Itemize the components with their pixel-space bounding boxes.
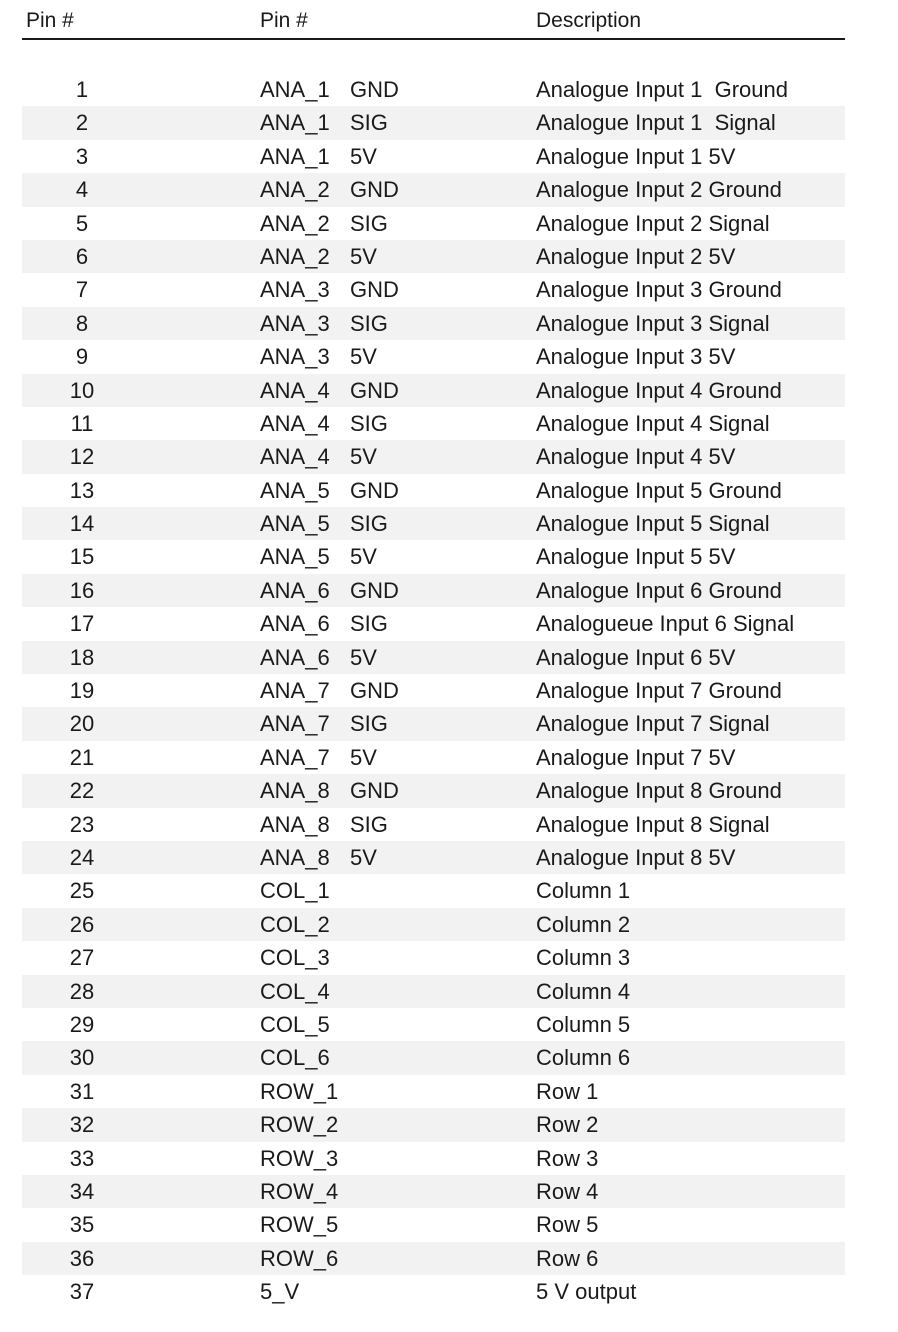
pin-signal-cell: SIG — [350, 711, 388, 737]
pin-name-cell: ANA_2 — [260, 177, 330, 203]
table-row — [22, 340, 845, 373]
description-cell: Analogue Input 3 Signal — [536, 310, 770, 336]
table-row — [22, 106, 845, 139]
table-row — [22, 440, 845, 473]
table-row — [22, 507, 845, 540]
description-cell: Row 2 — [536, 1112, 599, 1138]
pin-name-cell: ANA_1 — [260, 77, 330, 102]
header-spacer — [22, 40, 845, 73]
pin-number-cell: 25 — [69, 878, 95, 904]
pin-name-cell: ROW_3 — [260, 1145, 339, 1171]
pin-signal-cell: GND — [350, 77, 399, 102]
description-cell: Analogue Input 8 5V — [536, 844, 736, 870]
pin-name-cell: ANA_2 — [260, 210, 330, 236]
pin-name-cell: ANA_8 — [260, 844, 330, 870]
description-cell: Analogue Input 1 Signal — [536, 110, 776, 136]
description-cell: Analogueue Input 6 Signal — [536, 611, 795, 637]
pin-signal-cell: SIG — [350, 811, 388, 837]
pin-signal-cell: SIG — [350, 310, 388, 336]
description-cell: Analogue Input 4 5V — [536, 444, 736, 470]
description-cell: Column 6 — [536, 1045, 631, 1071]
description-cell: Row 5 — [536, 1212, 599, 1238]
description-cell: Column 4 — [536, 978, 631, 1004]
pin-number-cell: 2 — [75, 110, 89, 136]
pin-name-cell: ROW_6 — [260, 1245, 339, 1271]
pin-name-cell: 5_V — [260, 1279, 300, 1305]
pin-number-cell: 5 — [75, 210, 89, 236]
table-row — [22, 975, 845, 1008]
pin-number-cell: 26 — [69, 911, 95, 937]
pin-name-cell: ANA_7 — [260, 711, 330, 737]
pin-name-cell: ANA_6 — [260, 644, 330, 670]
description-cell: Row 1 — [536, 1078, 599, 1104]
pin-name-cell: ANA_5 — [260, 477, 330, 503]
pin-signal-cell: 5V — [350, 444, 377, 470]
description-cell: Analogue Input 5 Signal — [536, 511, 770, 537]
description-cell: Analogue Input 7 Ground — [536, 678, 782, 704]
pin-number-cell: 19 — [69, 678, 95, 704]
pin-name-cell: COL_2 — [260, 911, 330, 937]
pin-name-cell: ANA_6 — [260, 577, 330, 603]
description-cell: Analogue Input 5 5V — [536, 544, 736, 570]
description-cell: Analogue Input 8 Signal — [536, 811, 770, 837]
header-pin-number: Pin # — [26, 9, 74, 32]
pin-name-cell: COL_5 — [260, 1011, 330, 1037]
pin-signal-cell: GND — [350, 678, 399, 704]
table-row — [22, 741, 845, 774]
table-row — [22, 674, 845, 707]
description-cell: Row 4 — [536, 1178, 599, 1204]
pin-number-cell: 11 — [70, 410, 94, 436]
table-row — [22, 1108, 845, 1141]
pin-name-cell: COL_4 — [260, 978, 330, 1004]
pin-number-cell: 3 — [75, 143, 89, 169]
pin-number-cell: 16 — [69, 577, 95, 603]
pin-number-cell: 7 — [75, 277, 89, 303]
pin-signal-cell: 5V — [350, 143, 377, 169]
pin-name-cell: ANA_2 — [260, 243, 330, 269]
pin-signal-cell: GND — [350, 577, 399, 603]
table-row — [22, 1208, 845, 1241]
table-row — [22, 941, 845, 974]
table-row — [22, 774, 845, 807]
pin-number-cell: 37 — [69, 1279, 95, 1305]
pin-name-cell: ROW_1 — [260, 1078, 339, 1104]
table-row — [22, 73, 845, 106]
table-row — [22, 574, 845, 607]
pin-name-cell: ROW_2 — [260, 1112, 339, 1138]
table-row — [22, 140, 845, 173]
pin-name-cell: ANA_4 — [260, 444, 330, 470]
description-cell: Column 3 — [536, 945, 631, 971]
pin-signal-cell: 5V — [350, 644, 377, 670]
table-row — [22, 374, 845, 407]
table-row — [22, 1008, 845, 1041]
pin-signal-cell: 5V — [350, 243, 377, 269]
pin-name-cell: ROW_4 — [260, 1178, 339, 1204]
pin-number-cell: 6 — [75, 243, 89, 269]
pin-signal-cell: SIG — [350, 611, 388, 637]
pin-name-cell: ANA_7 — [260, 678, 330, 704]
pin-number-cell: 18 — [69, 644, 95, 670]
description-cell: Analogue Input 1 Ground — [536, 77, 788, 102]
description-cell: Analogue Input 8 Ground — [536, 778, 782, 804]
table-row — [22, 173, 845, 206]
table-row — [22, 273, 845, 306]
table-row — [22, 207, 845, 240]
table-row — [22, 841, 845, 874]
description-cell: Analogue Input 2 Signal — [536, 210, 770, 236]
pin-number-cell: 8 — [75, 310, 89, 336]
pin-number-cell: 12 — [69, 444, 95, 470]
pin-name-cell: ANA_3 — [260, 277, 330, 303]
pin-signal-cell: 5V — [350, 744, 377, 770]
pin-name-cell: ANA_5 — [260, 511, 330, 537]
pin-name-cell: ANA_3 — [260, 310, 330, 336]
pin-number-cell: 33 — [69, 1145, 95, 1171]
table-row — [22, 908, 845, 941]
description-cell: Analogue Input 3 Ground — [536, 277, 782, 303]
pin-number-cell: 17 — [69, 611, 95, 637]
pin-number-cell: 14 — [69, 511, 95, 537]
description-cell: Column 5 — [536, 1011, 631, 1037]
pin-name-cell: ANA_8 — [260, 778, 330, 804]
description-cell: Analogue Input 3 5V — [536, 344, 736, 370]
pin-signal-cell: GND — [350, 477, 399, 503]
table-row — [22, 874, 845, 907]
pin-number-cell: 13 — [69, 477, 95, 503]
pin-number-cell: 9 — [75, 344, 89, 370]
table-row — [22, 540, 845, 573]
table-row — [22, 1041, 845, 1074]
pin-name-cell: ANA_5 — [260, 544, 330, 570]
description-cell: 5 V output — [536, 1279, 637, 1305]
pin-number-cell: 20 — [69, 711, 95, 737]
table-row — [22, 641, 845, 674]
description-cell: Row 6 — [536, 1245, 599, 1271]
description-cell: Analogue Input 6 5V — [536, 644, 736, 670]
pin-signal-cell: SIG — [350, 210, 388, 236]
pin-name-cell: COL_3 — [260, 945, 330, 971]
pin-number-cell: 24 — [69, 844, 95, 870]
table-row — [22, 1242, 845, 1275]
pin-number-cell: 30 — [69, 1045, 95, 1071]
pin-signal-cell: SIG — [350, 511, 388, 537]
pin-number-cell: 1 — [75, 77, 89, 102]
header-pin-name: Pin # — [260, 9, 308, 32]
description-cell: Row 3 — [536, 1145, 599, 1171]
table-row — [22, 1075, 845, 1108]
table-row — [22, 474, 845, 507]
description-cell: Analogue Input 6 Ground — [536, 577, 782, 603]
pin-name-cell: ANA_1 — [260, 110, 330, 136]
pin-number-cell: 31 — [69, 1078, 95, 1104]
pin-name-cell: ANA_3 — [260, 344, 330, 370]
description-cell: Analogue Input 4 Ground — [536, 377, 782, 403]
pin-signal-cell: GND — [350, 277, 399, 303]
description-cell: Column 2 — [536, 911, 631, 937]
description-cell: Analogue Input 2 Ground — [536, 177, 782, 203]
pinout-table — [22, 0, 845, 1308]
table-row — [22, 1275, 845, 1308]
description-cell: Column 1 — [536, 878, 631, 904]
pin-name-cell: ANA_4 — [260, 410, 330, 436]
pin-name-cell: ANA_4 — [260, 377, 330, 403]
pin-signal-cell: SIG — [350, 410, 388, 436]
description-cell: Analogue Input 4 Signal — [536, 410, 770, 436]
pin-number-cell: 29 — [69, 1011, 95, 1037]
pin-number-cell: 35 — [69, 1212, 95, 1238]
pin-name-cell: ANA_6 — [260, 611, 330, 637]
pin-signal-cell: GND — [350, 177, 399, 203]
pin-signal-cell: 5V — [350, 544, 377, 570]
description-cell: Analogue Input 5 Ground — [536, 477, 782, 503]
pin-signal-cell: 5V — [350, 344, 377, 370]
pin-name-cell: ANA_1 — [260, 143, 330, 169]
pin-signal-cell: SIG — [350, 110, 388, 136]
table-row — [22, 607, 845, 640]
table-row — [22, 240, 845, 273]
table-row — [22, 407, 845, 440]
description-cell: Analogue Input 7 5V — [536, 744, 736, 770]
description-cell: Analogue Input 2 5V — [536, 243, 736, 269]
pin-number-cell: 28 — [69, 978, 95, 1004]
pin-number-cell: 36 — [69, 1245, 95, 1271]
pin-name-cell: COL_1 — [260, 878, 330, 904]
description-cell: Analogue Input 1 5V — [536, 143, 736, 169]
table-row — [22, 1142, 845, 1175]
table-row — [22, 307, 845, 340]
pin-name-cell: ANA_7 — [260, 744, 330, 770]
pin-name-cell: ANA_8 — [260, 811, 330, 837]
pin-number-cell: 27 — [69, 945, 95, 971]
pin-number-cell: 34 — [69, 1178, 95, 1204]
pin-name-cell: ROW_5 — [260, 1212, 339, 1238]
header-description: Description — [536, 9, 642, 32]
pin-number-cell: 10 — [69, 377, 95, 403]
pin-signal-cell: GND — [350, 377, 399, 403]
table-header — [22, 0, 845, 40]
table-body — [22, 73, 845, 1308]
pin-signal-cell: GND — [350, 778, 399, 804]
pin-number-cell: 4 — [75, 177, 89, 203]
description-cell: Analogue Input 7 Signal — [536, 711, 770, 737]
pin-number-cell: 23 — [69, 811, 95, 837]
pin-number-cell: 15 — [69, 544, 95, 570]
pin-number-cell: 32 — [69, 1112, 95, 1138]
pin-signal-cell: 5V — [350, 844, 377, 870]
table-row — [22, 707, 845, 740]
pin-name-cell: COL_6 — [260, 1045, 330, 1071]
pin-number-cell: 22 — [69, 778, 95, 804]
pin-number-cell: 21 — [69, 744, 95, 770]
table-row — [22, 1175, 845, 1208]
table-row — [22, 808, 845, 841]
